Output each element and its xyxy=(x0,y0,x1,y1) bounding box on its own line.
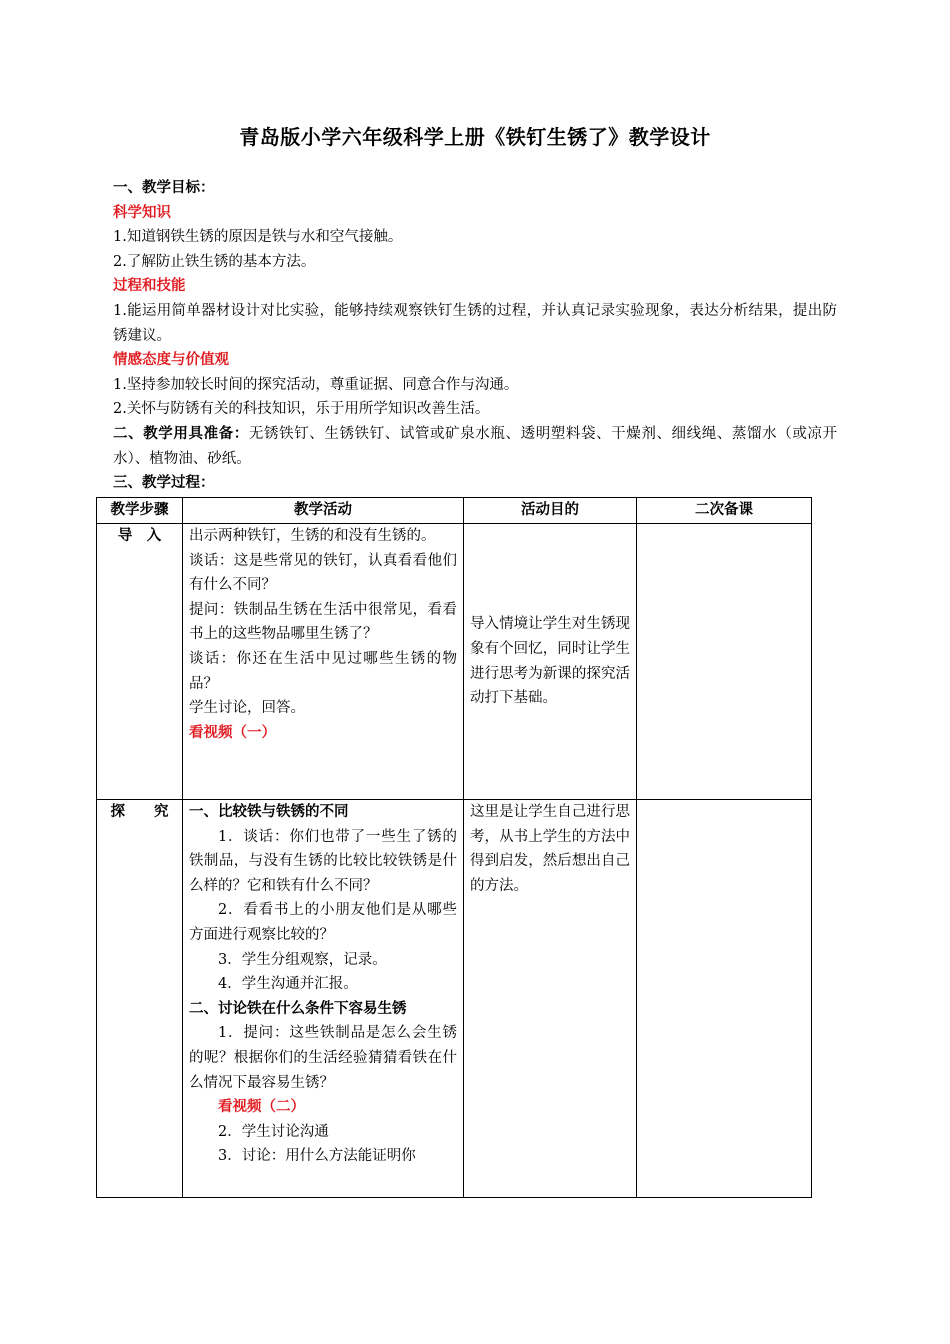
document-title: 青岛版小学六年级科学上册《铁钉生锈了》教学设计 xyxy=(239,125,711,149)
activity-line: 1．提问：这些铁制品是怎么会生锈的呢？根据你们的生活经验猜猜看铁在什么情况下最容易生锈？ xyxy=(189,1025,457,1091)
materials-paragraph xyxy=(113,422,837,471)
objectives-heading: 一、教学目标： xyxy=(113,180,215,196)
skills-heading: 过程和技能 xyxy=(113,278,186,295)
activity-line: 4．学生沟通并汇报。 xyxy=(218,976,358,993)
materials-heading: 二、教学用具准备： xyxy=(113,425,249,442)
activity-line: 提问：铁制品生锈在生活中很常见，看看书上的这些物品哪里生锈了？ xyxy=(189,601,457,643)
header-purpose: 活动目的 xyxy=(464,498,637,524)
document-body xyxy=(113,176,837,496)
table-header-row xyxy=(97,498,812,524)
knowledge-heading: 科学知识 xyxy=(113,204,171,221)
notes-cell xyxy=(637,800,812,1198)
header-step: 教学步骤 xyxy=(97,498,183,524)
activity-line: 学生讨论，回答。 xyxy=(189,700,305,717)
attitude-item: 1.坚持参加较长时间的探究活动，尊重证据、同意合作与沟通。 xyxy=(113,376,519,393)
video-link-2: 看视频（二） xyxy=(218,1099,305,1116)
knowledge-item: 1.知道钢铁生锈的原因是铁与水和空气接触。 xyxy=(113,229,403,246)
attitude-heading: 情感态度与价值观 xyxy=(113,352,229,369)
activity-line: 出示两种铁钉，生锈的和没有生锈的。 xyxy=(189,528,436,544)
header-notes: 二次备课 xyxy=(637,498,812,524)
table-row xyxy=(97,800,812,1198)
process-heading: 三、教学过程： xyxy=(113,475,215,492)
header-activity: 教学活动 xyxy=(183,498,464,524)
step-cell: 探 究 xyxy=(97,800,183,1198)
knowledge-item: 2.了解防止铁生锈的基本方法。 xyxy=(113,253,316,270)
activity-line: 1．谈话：你们也带了一些生了锈的铁制品，与没有生锈的比较比较铁锈是什么样的？它和铁有什么不同？ xyxy=(189,828,457,894)
activity-line: 2．看看书上的小朋友他们是从哪些方面进行观察比较的？ xyxy=(189,902,457,943)
attitude-item: 2.关怀与防锈有关的科技知识，乐于用所学知识改善生活。 xyxy=(113,401,490,418)
skills-item: 1.能运用简单器材设计对比实验，能够持续观察铁钉生锈的过程，并认真记录实验现象，表达分析结果，提出防锈建议。 xyxy=(113,302,837,344)
table-row xyxy=(97,524,812,800)
notes-cell xyxy=(637,524,812,800)
activity-line: 谈话：你还在生活中见过哪些生锈的物品？ xyxy=(189,650,457,692)
section2-title: 二、讨论铁在什么条件下容易生锈 xyxy=(189,1000,407,1017)
activity-line: 谈话：这是些常见的铁钉，认真看看他们有什么不同？ xyxy=(189,552,457,594)
purpose-cell xyxy=(464,524,637,800)
purpose-cell xyxy=(464,800,637,1198)
activity-line: 3．学生分组观察，记录。 xyxy=(218,951,387,968)
materials-text: 无锈铁钉、生锈铁钉、试管或矿泉水瓶、透明塑料袋、干燥剂、细线绳、蒸馏水（或凉开水）、植物油、砂纸。 xyxy=(113,425,838,467)
video-link-1: 看视频（一） xyxy=(189,724,276,741)
activity-cell xyxy=(183,524,464,800)
activity-cell xyxy=(183,800,464,1198)
section1-title: 一、比较铁与铁锈的不同 xyxy=(189,804,349,820)
step-cell: 导 入 xyxy=(97,524,183,800)
purpose-text: 这里是让学生自己进行思考，从书上学生的方法中得到启发，然后想出自己的方法。 xyxy=(470,804,630,894)
activity-line: 3．讨论：用什么方法能证明你 xyxy=(218,1148,416,1165)
purpose-text: 导入情境让学生对生锈现象有个回忆，同时让学生进行思考为新课的探究活动打下基础。 xyxy=(470,616,630,707)
activity-line: 2．学生讨论沟通 xyxy=(218,1123,329,1140)
lesson-plan-table xyxy=(96,497,812,1198)
